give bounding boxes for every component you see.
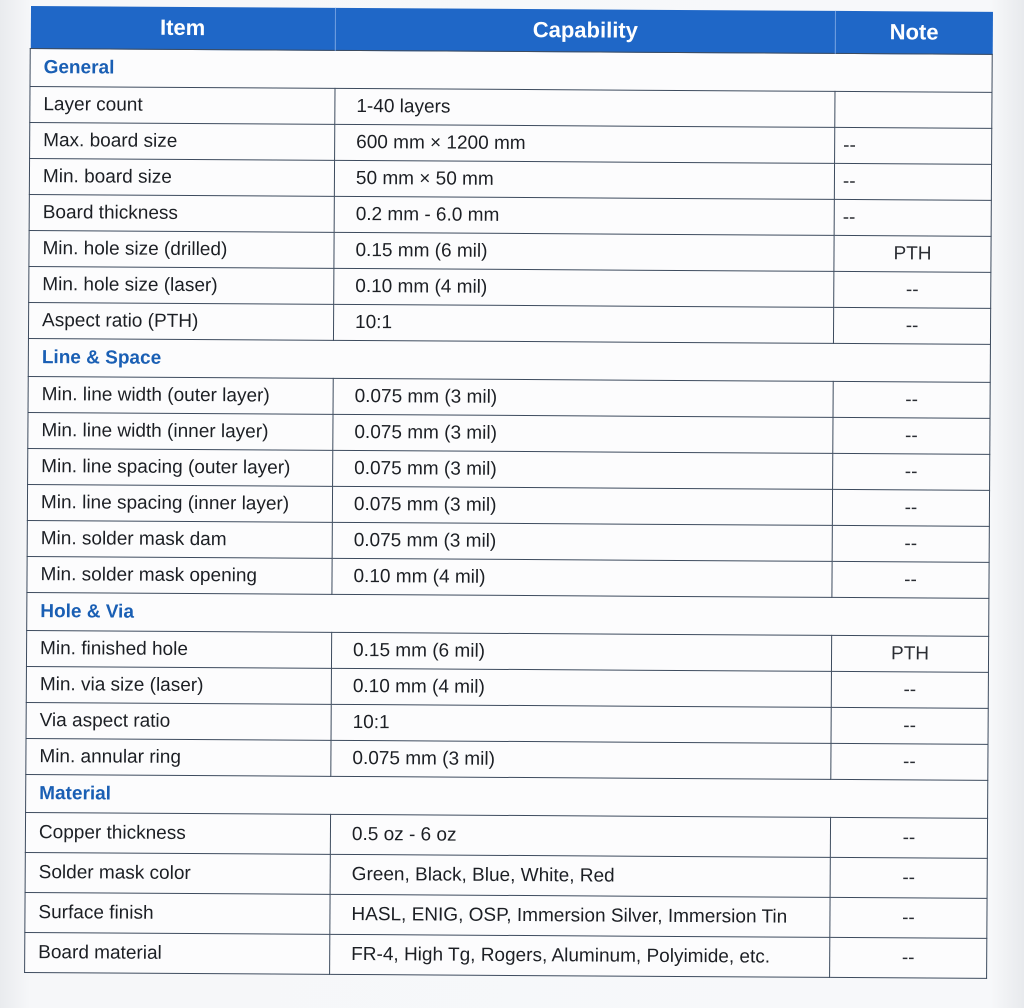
note-cell: -- xyxy=(832,561,989,598)
table-row xyxy=(30,87,992,129)
item-cell: Min. via size (laser) xyxy=(26,666,331,704)
section-title-general: General xyxy=(30,49,992,93)
table-row xyxy=(28,412,990,454)
table-row xyxy=(28,302,990,344)
item-cell: Min. hole size (drilled) xyxy=(29,230,334,268)
capability-cell: 600 mm × 1200 mm xyxy=(335,124,835,163)
note-cell xyxy=(835,91,992,128)
table-row xyxy=(26,630,988,672)
section-row-line-space xyxy=(28,338,990,382)
item-cell: Solder mask color xyxy=(25,852,330,894)
capability-cell: 0.15 mm (6 mil) xyxy=(331,632,831,671)
capability-cell: HASL, ENIG, OSP, Immersion Silver, Immersion Tin xyxy=(330,894,830,937)
item-cell: Board thickness xyxy=(29,194,334,232)
section-title-hole-via: Hole & Via xyxy=(27,592,989,636)
table-row xyxy=(29,194,991,236)
item-cell: Min. finished hole xyxy=(26,630,331,668)
note-cell: -- xyxy=(830,897,987,938)
table-row xyxy=(28,376,990,418)
note-cell: -- xyxy=(832,489,989,526)
capability-cell: 0.5 oz - 6 oz xyxy=(330,814,830,857)
note-cell: -- xyxy=(831,743,988,780)
capability-cell: 0.2 mm - 6.0 mm xyxy=(334,196,834,235)
section-row-material xyxy=(26,774,988,818)
table-row xyxy=(27,520,989,562)
note-cell: -- xyxy=(833,381,990,418)
header-row xyxy=(30,6,992,54)
capability-cell: 0.075 mm (3 mil) xyxy=(333,414,833,453)
item-cell: Layer count xyxy=(30,87,335,125)
item-cell: Min. solder mask dam xyxy=(27,520,332,558)
capability-cell: 0.075 mm (3 mil) xyxy=(332,522,832,561)
item-cell: Min. line width (inner layer) xyxy=(28,412,333,450)
note-cell: PTH xyxy=(834,235,991,272)
table-body xyxy=(25,49,993,979)
table-row xyxy=(27,556,989,598)
table-row xyxy=(29,230,991,272)
capability-cell: 0.10 mm (4 mil) xyxy=(332,558,832,597)
table-row xyxy=(25,852,987,898)
item-cell: Min. line spacing (inner layer) xyxy=(27,484,332,522)
note-cell: -- xyxy=(833,307,990,344)
note-cell: -- xyxy=(835,127,992,164)
section-row-general xyxy=(30,49,992,93)
note-cell: -- xyxy=(830,817,987,858)
capability-cell: 0.15 mm (6 mil) xyxy=(334,232,834,271)
note-cell: -- xyxy=(830,857,987,898)
item-cell: Min. solder mask opening xyxy=(27,556,332,594)
table-row xyxy=(25,812,987,858)
item-cell: Max. board size xyxy=(30,123,335,161)
capability-cell: 10:1 xyxy=(333,304,833,343)
note-cell: -- xyxy=(834,163,991,200)
table-row xyxy=(26,702,988,744)
item-cell: Min. hole size (laser) xyxy=(29,266,334,304)
note-cell: -- xyxy=(834,271,991,308)
capability-cell: 0.075 mm (3 mil) xyxy=(333,450,833,489)
table-row xyxy=(26,738,988,780)
item-cell: Min. board size xyxy=(29,159,334,197)
capability-cell: 50 mm × 50 mm xyxy=(334,160,834,199)
item-cell: Via aspect ratio xyxy=(26,702,331,740)
note-cell: -- xyxy=(833,453,990,490)
item-cell: Copper thickness xyxy=(25,812,330,854)
header-item: Item xyxy=(30,6,335,50)
note-cell: -- xyxy=(831,671,988,708)
note-cell: -- xyxy=(832,525,989,562)
section-title-material: Material xyxy=(26,774,988,818)
table-row xyxy=(26,666,988,708)
table-row xyxy=(28,448,990,490)
table-row xyxy=(29,266,991,308)
item-cell: Min. line width (outer layer) xyxy=(28,376,333,414)
item-cell: Aspect ratio (PTH) xyxy=(28,302,333,340)
capability-cell: 0.075 mm (3 mil) xyxy=(332,486,832,525)
capability-cell: Green, Black, Blue, White, Red xyxy=(330,854,830,897)
section-row-hole-via xyxy=(27,592,989,636)
note-cell: -- xyxy=(831,707,988,744)
header-capability: Capability xyxy=(335,8,835,54)
table-row xyxy=(27,484,989,526)
table-row xyxy=(25,892,987,938)
item-cell: Min. line spacing (outer layer) xyxy=(28,448,333,486)
table-header xyxy=(30,6,992,54)
note-cell: PTH xyxy=(831,635,988,672)
capability-cell: 0.075 mm (3 mil) xyxy=(333,378,833,417)
capability-cell: 0.10 mm (4 mil) xyxy=(331,668,831,707)
item-cell: Board material xyxy=(25,932,330,974)
note-cell: -- xyxy=(830,937,987,978)
item-cell: Min. annular ring xyxy=(26,738,331,776)
section-title-line-space: Line & Space xyxy=(28,338,990,382)
item-cell: Surface finish xyxy=(25,892,330,934)
capability-cell: 0.10 mm (4 mil) xyxy=(334,268,834,307)
capability-cell: 0.075 mm (3 mil) xyxy=(331,740,831,779)
capability-cell: 1-40 layers xyxy=(335,88,835,127)
header-note: Note xyxy=(835,11,992,54)
table-row xyxy=(30,123,992,165)
capability-cell: FR-4, High Tg, Rogers, Aluminum, Polyimide, etc. xyxy=(330,934,830,977)
note-cell: -- xyxy=(833,417,990,454)
pcb-capability-table xyxy=(24,6,993,979)
capability-cell: 10:1 xyxy=(331,704,831,743)
table-row xyxy=(25,932,987,978)
table-row xyxy=(29,159,991,201)
note-cell: -- xyxy=(834,199,991,236)
